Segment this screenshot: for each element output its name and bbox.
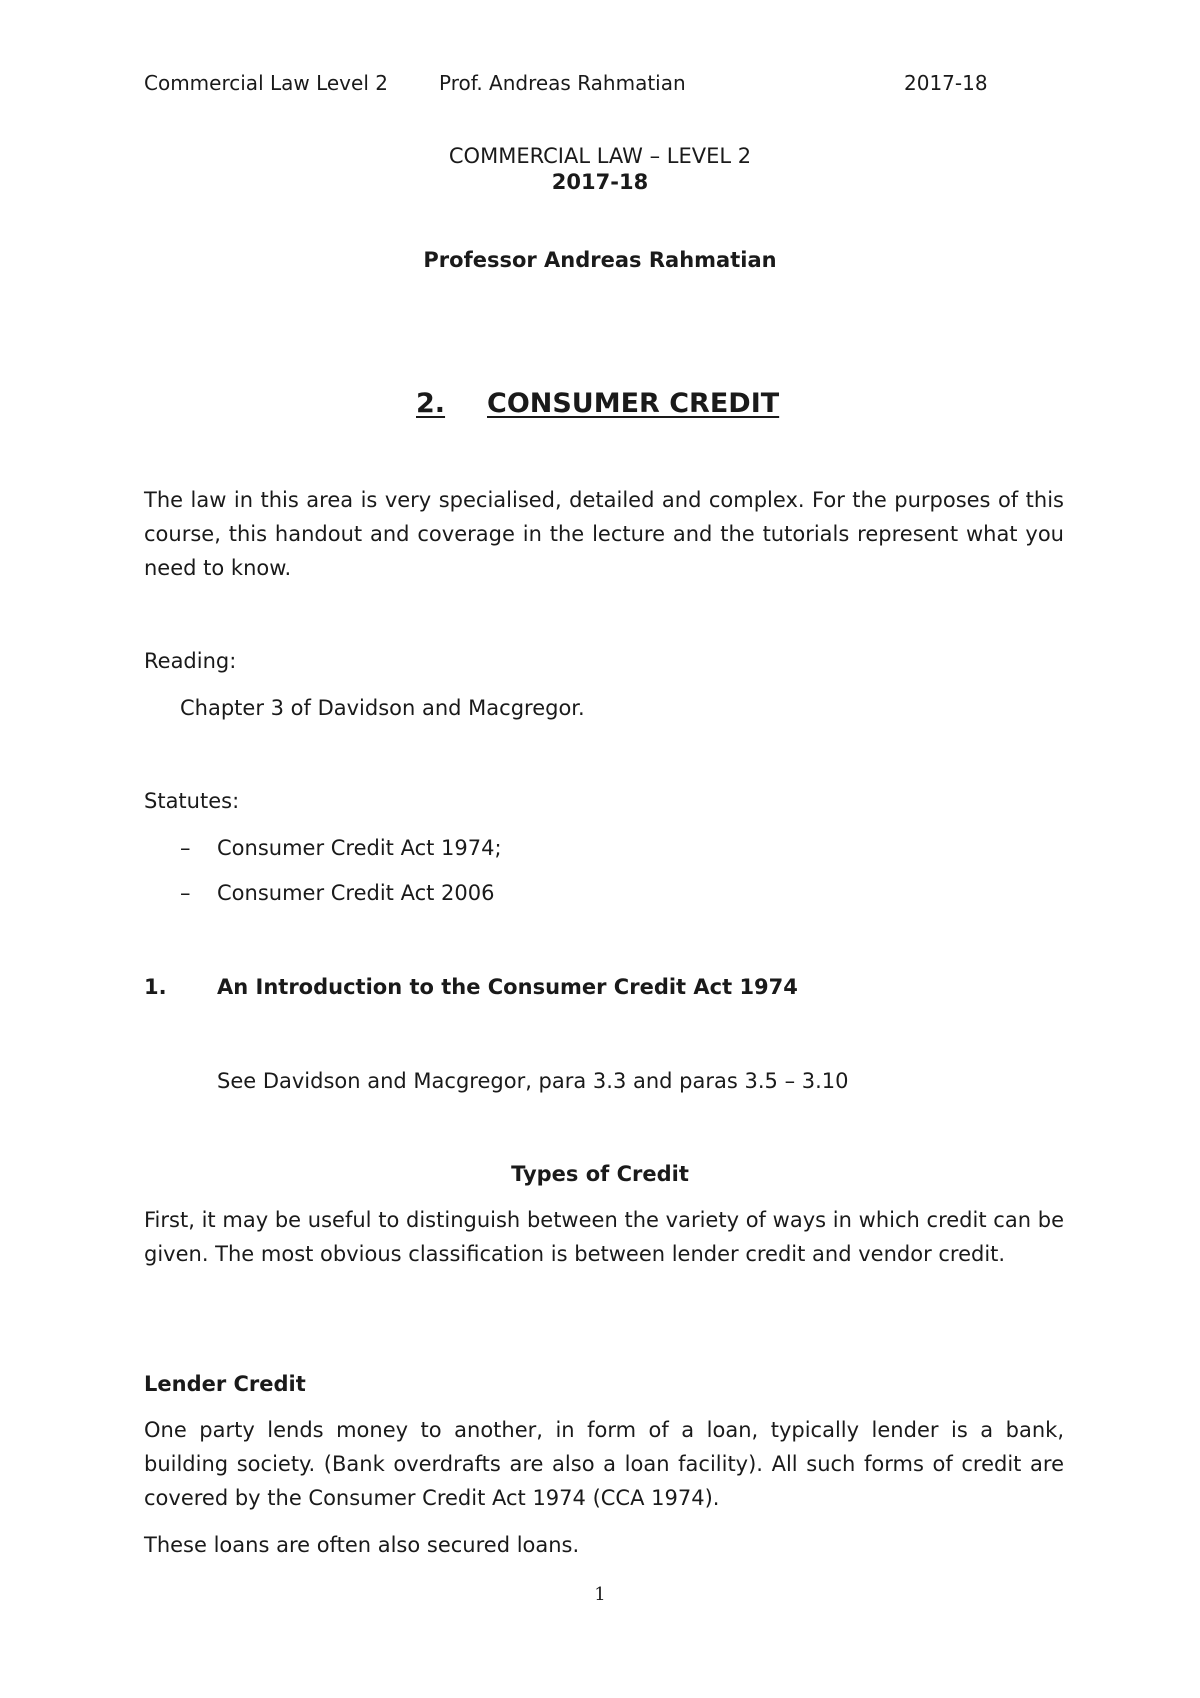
document-title: COMMERCIAL LAW – LEVEL 2 — [448, 144, 752, 168]
statute-item: Consumer Credit Act 2006 — [217, 881, 495, 905]
bullet-dash: – — [180, 836, 191, 860]
header-course: Commercial Law Level 2 — [144, 71, 388, 95]
reading-item: Chapter 3 of Davidson and Macgregor. — [180, 696, 585, 720]
statutes-label: Statutes: — [144, 789, 240, 813]
types-of-credit-heading: Types of Credit — [511, 1162, 689, 1186]
reading-label: Reading: — [144, 649, 237, 673]
header-year: 2017-18 — [904, 71, 988, 95]
intro-paragraph: The law in this area is very specialised, detailed and complex. For the purposes of this course, this handout and coverage in the lecture and the tutorials represent what you need to know. — [144, 488, 1064, 580]
types-of-credit-paragraph: First, it may be useful to distinguish between the variety of ways in which credit can be given. The most obvious classification is between lender credit and vendor credit. — [144, 1208, 1064, 1266]
document-year: 2017-18 — [551, 170, 649, 194]
lender-credit-paragraph-2: These loans are often also secured loans. — [144, 1533, 580, 1557]
lender-credit-heading: Lender Credit — [144, 1372, 306, 1396]
section-reference: See Davidson and Macgregor, para 3.3 and paras 3.5 – 3.10 — [217, 1069, 849, 1093]
bullet-dash: – — [180, 881, 191, 905]
lender-credit-paragraph: One party lends money to another, in form of a loan, typically lender is a bank, building society. (Bank overdrafts are also a loan facility). All such forms of credit are covered by the Consumer Credit Act 1974 (CCA 1974). — [144, 1418, 1064, 1510]
page-number: 1 — [594, 1584, 606, 1605]
statute-item: Consumer Credit Act 1974; — [217, 836, 502, 860]
section-title: An Introduction to the Consumer Credit Act 1974 — [217, 975, 798, 999]
header-author: Prof. Andreas Rahmatian — [439, 71, 686, 95]
section-number: 1. — [144, 975, 167, 999]
chapter-number: 2. — [416, 388, 446, 419]
chapter-title: CONSUMER CREDIT — [487, 388, 780, 419]
professor-name: Professor Andreas Rahmatian — [423, 248, 777, 272]
